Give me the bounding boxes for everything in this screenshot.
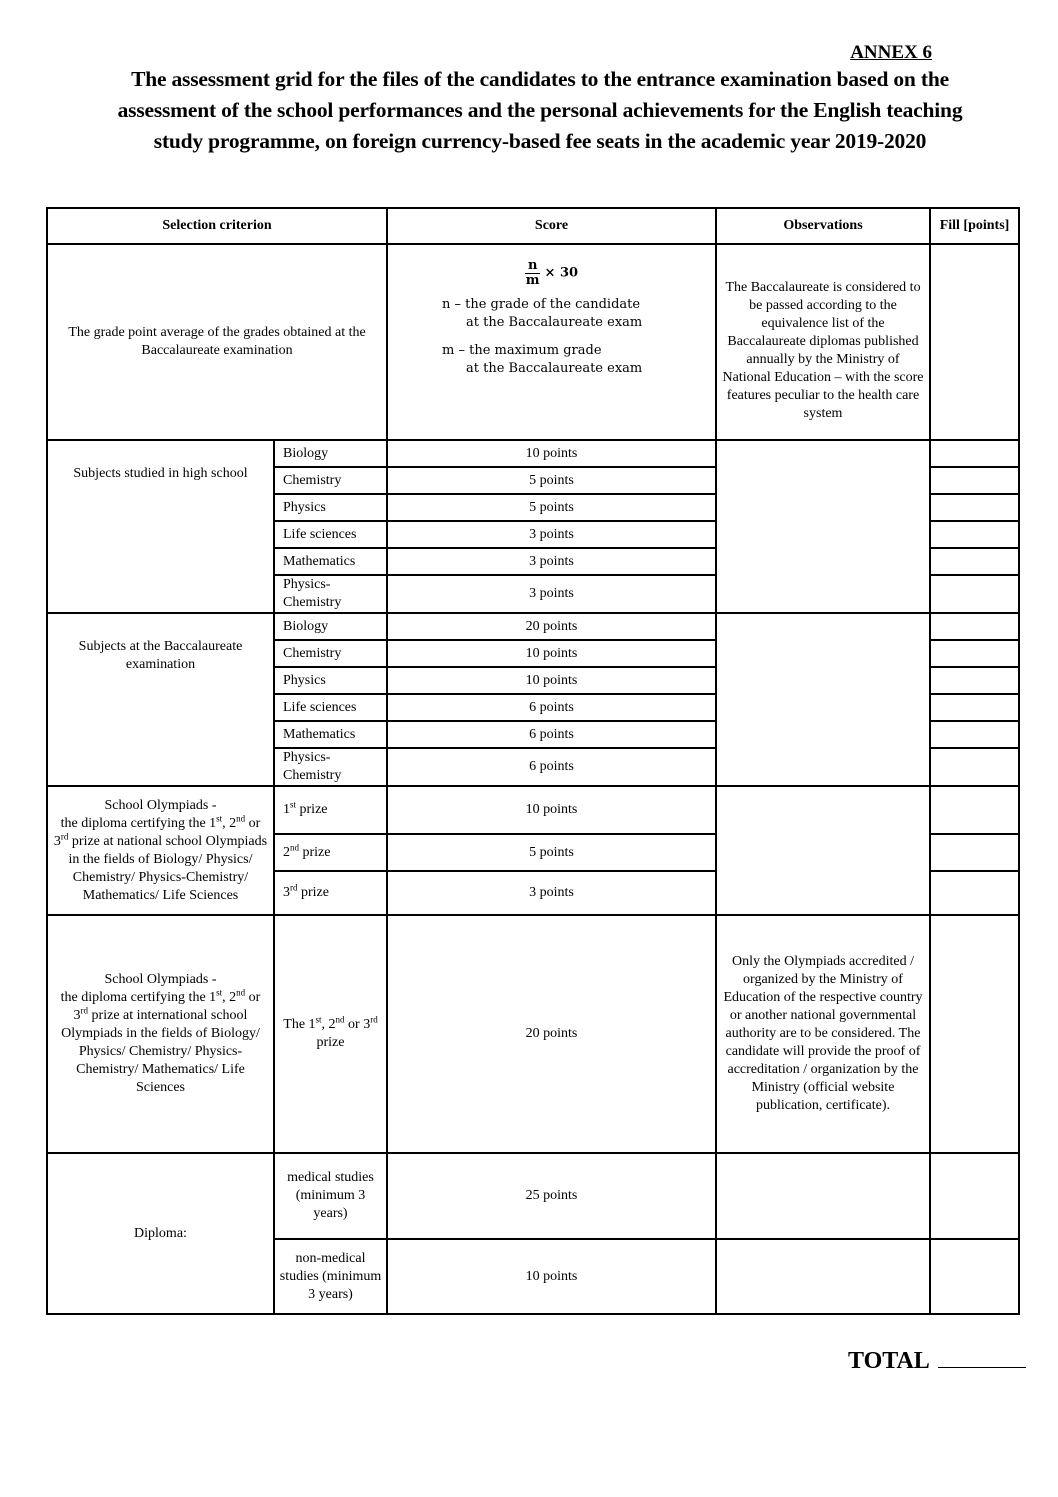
observations-empty	[716, 613, 930, 786]
header-row	[47, 208, 1019, 244]
subject-label: Physics	[274, 494, 387, 521]
diploma-criterion: Diploma:	[47, 1153, 274, 1314]
observations-empty	[716, 786, 930, 915]
fill-cell[interactable]	[930, 494, 1019, 521]
prize-score: 5 points	[387, 834, 716, 871]
header-score: Score	[387, 208, 716, 244]
subject-score: 3 points	[387, 521, 716, 548]
subject-label: Physics-Chemistry	[274, 748, 387, 786]
subject-score: 3 points	[387, 548, 716, 575]
gpa-formula: $\frac{n}{m}$ × 30 n – the grade of the candidate at the Baccalaureate exam m – the maximum grade at the Baccalaureate exam	[387, 244, 716, 440]
fill-cell[interactable]	[930, 548, 1019, 575]
international-olympiads-observations: Only the Olympiads accredited / organized by the Ministry of Education of the respective country or another national governmental authority are to be considered. The candidate will provide the proof of accreditation / organization by the Ministry (official website publication, certificate).	[716, 915, 930, 1153]
prize-label: 2nd prize	[274, 834, 387, 871]
observations-empty	[716, 1239, 930, 1314]
diploma-score: 10 points	[387, 1239, 716, 1314]
baccalaureate-criterion: Subjects at the Baccalaureate examination	[47, 613, 274, 786]
fill-cell[interactable]	[930, 786, 1019, 834]
high-school-criterion: Subjects studied in high school	[47, 440, 274, 613]
subject-score: 6 points	[387, 748, 716, 786]
international-olympiads-criterion: School Olympiads - the diploma certifying the 1st, 2nd or 3rd prize at international school Olympiads in the fields of Biology/ Physics/ Chemistry/ Physics-Chemistry/ Mathematics/ Life Sciences	[47, 915, 274, 1153]
fill-cell[interactable]	[930, 834, 1019, 871]
fill-cell[interactable]	[930, 575, 1019, 613]
subject-score: 3 points	[387, 575, 716, 613]
international-olympiads-row	[47, 915, 1019, 1153]
fill-cell[interactable]	[930, 748, 1019, 786]
subject-label: Physics	[274, 667, 387, 694]
fill-cell[interactable]	[930, 1239, 1019, 1314]
fill-cell[interactable]	[930, 440, 1019, 467]
gpa-criterion: The grade point average of the grades obtained at the Baccalaureate examination	[47, 244, 387, 440]
subject-score: 10 points	[387, 667, 716, 694]
m-definition: m – the maximum grade	[442, 343, 602, 358]
subject-score: 10 points	[387, 440, 716, 467]
prize-score: 3 points	[387, 871, 716, 915]
subject-label: Chemistry	[274, 640, 387, 667]
international-olympiads-description: the diploma certifying the 1st, 2nd or 3rd prize at international school Olympiads in the fields of Biology/ Physics/ Chemistry/ Physics-Chemistry/ Mathematics/ Life Sciences	[60, 987, 261, 1095]
subject-label: Mathematics	[274, 721, 387, 748]
prize-label: 3rd prize	[274, 871, 387, 915]
fill-cell[interactable]	[930, 915, 1019, 1153]
prize-label: 1st prize	[274, 786, 387, 834]
subject-score: 5 points	[387, 494, 716, 521]
diploma-type: non-medical studies (minimum 3 years)	[274, 1239, 387, 1314]
header-criterion: Selection criterion	[47, 208, 387, 244]
fill-cell[interactable]	[930, 521, 1019, 548]
fill-cell[interactable]	[930, 613, 1019, 640]
fill-cell[interactable]	[930, 467, 1019, 494]
subject-label: Life sciences	[274, 521, 387, 548]
national-olympiads-criterion: School Olympiads - the diploma certifying the 1st, 2nd or 3rd prize at national school Olympiads in the fields of Biology/ Physics/ Chemistry/ Physics-Chemistry/ Mathematics/ Life Sciences	[47, 786, 274, 915]
fill-cell[interactable]	[930, 1153, 1019, 1239]
subject-score: 5 points	[387, 467, 716, 494]
observations-empty	[716, 1153, 930, 1239]
header-fill: Fill [points]	[930, 208, 1019, 244]
subject-label: Physics-Chemistry	[274, 575, 387, 613]
subject-label: Biology	[274, 613, 387, 640]
prize-score: 20 points	[387, 915, 716, 1153]
prize-score: 10 points	[387, 786, 716, 834]
diploma-type: medical studies (minimum 3 years)	[274, 1153, 387, 1239]
observations-empty	[716, 440, 930, 613]
n-definition: n – the grade of the candidate	[442, 297, 641, 312]
fraction: $\frac{n}{m}$	[525, 258, 540, 288]
prize-label: The 1st, 2nd or 3rd prize	[274, 915, 387, 1153]
annex-label: ANNEX 6	[850, 42, 932, 63]
subject-label: Chemistry	[274, 467, 387, 494]
subject-label: Mathematics	[274, 548, 387, 575]
total-label: TOTAL	[848, 1348, 930, 1374]
subject-score: 6 points	[387, 721, 716, 748]
fill-cell[interactable]	[930, 667, 1019, 694]
diploma-score: 25 points	[387, 1153, 716, 1239]
fill-cell[interactable]	[930, 244, 1019, 440]
document-title: The assessment grid for the files of the candidates to the entrance examination based on the assessment of the school performances and the personal achievements for the English teaching study programme, on foreign currency-based fee seats in the academic year 2019-2020	[117, 67, 963, 153]
total-input-line[interactable]	[938, 1347, 1026, 1368]
subject-label: Life sciences	[274, 694, 387, 721]
subject-score: 20 points	[387, 613, 716, 640]
gpa-observations: The Baccalaureate is considered to be passed according to the equivalence list of the Baccalaureate diplomas published annually by the Ministry of National Education – with the score features peculiar to the health care system	[716, 244, 930, 440]
gpa-row	[47, 244, 1019, 440]
subject-score: 10 points	[387, 640, 716, 667]
assessment-grid	[46, 207, 1020, 1315]
subject-score: 6 points	[387, 694, 716, 721]
fill-cell[interactable]	[930, 694, 1019, 721]
subject-label: Biology	[274, 440, 387, 467]
fill-cell[interactable]	[930, 640, 1019, 667]
national-olympiads-description: the diploma certifying the 1st, 2nd or 3rd prize at national school Olympiads in the fields of Biology/ Physics/ Chemistry/ Physics-Chemistry/ Mathematics/ Life Sciences	[53, 812, 268, 903]
fill-cell[interactable]	[930, 871, 1019, 915]
total-field	[848, 1347, 1026, 1375]
header-observations: Observations	[716, 208, 930, 244]
fill-cell[interactable]	[930, 721, 1019, 748]
